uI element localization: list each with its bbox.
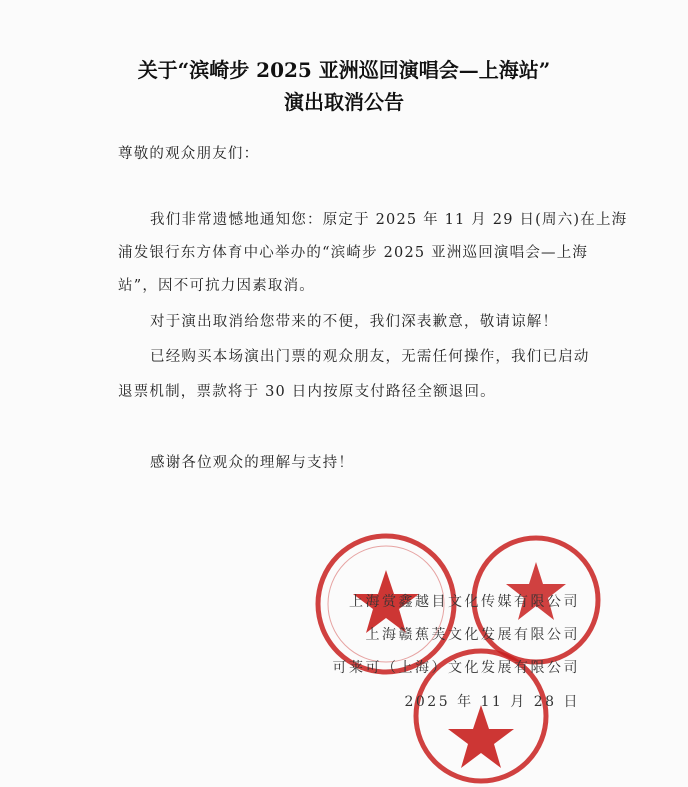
signatory-company: 上海赣蕉芙文化发展有限公司 (365, 627, 580, 643)
signature-date: 2025 年 11 月 28 日 (404, 694, 580, 710)
signatory-company: 上海赏鑫越目文化传媒有限公司 (349, 594, 580, 610)
closing-line: 感谢各位观众的理解与支持！ (150, 455, 355, 471)
paragraph-line: 已经购买本场演出门票的观众朋友，无需任何操作，我们已启动 (150, 349, 590, 365)
notice-subtitle: 演出取消公告 (284, 90, 404, 114)
paragraph-line: 退票机制，票款将于 30 日内按原支付路径全额退回。 (118, 384, 496, 400)
notice-title: 关于“滨崎步 2025 亚洲巡回演唱会—上海站” (137, 58, 551, 82)
signatory-company: 可莱可（上海）文化发展有限公司 (332, 660, 580, 676)
paragraph-line: 我们非常遗憾地通知您：原定于 2025 年 11 月 29 日(周六)在上海 (150, 212, 628, 228)
paragraph-line: 浦发银行东方体育中心举办的“滨崎步 2025 亚洲巡回演唱会—上海 (118, 245, 589, 261)
star-icon (448, 705, 514, 768)
paragraph-line: 站”，因不可抗力因素取消。 (118, 278, 316, 294)
paragraph-line: 对于演出取消给您带来的不便，我们深表歉意，敬请谅解！ (150, 314, 559, 330)
greeting: 尊敬的观众朋友们： (118, 146, 260, 162)
